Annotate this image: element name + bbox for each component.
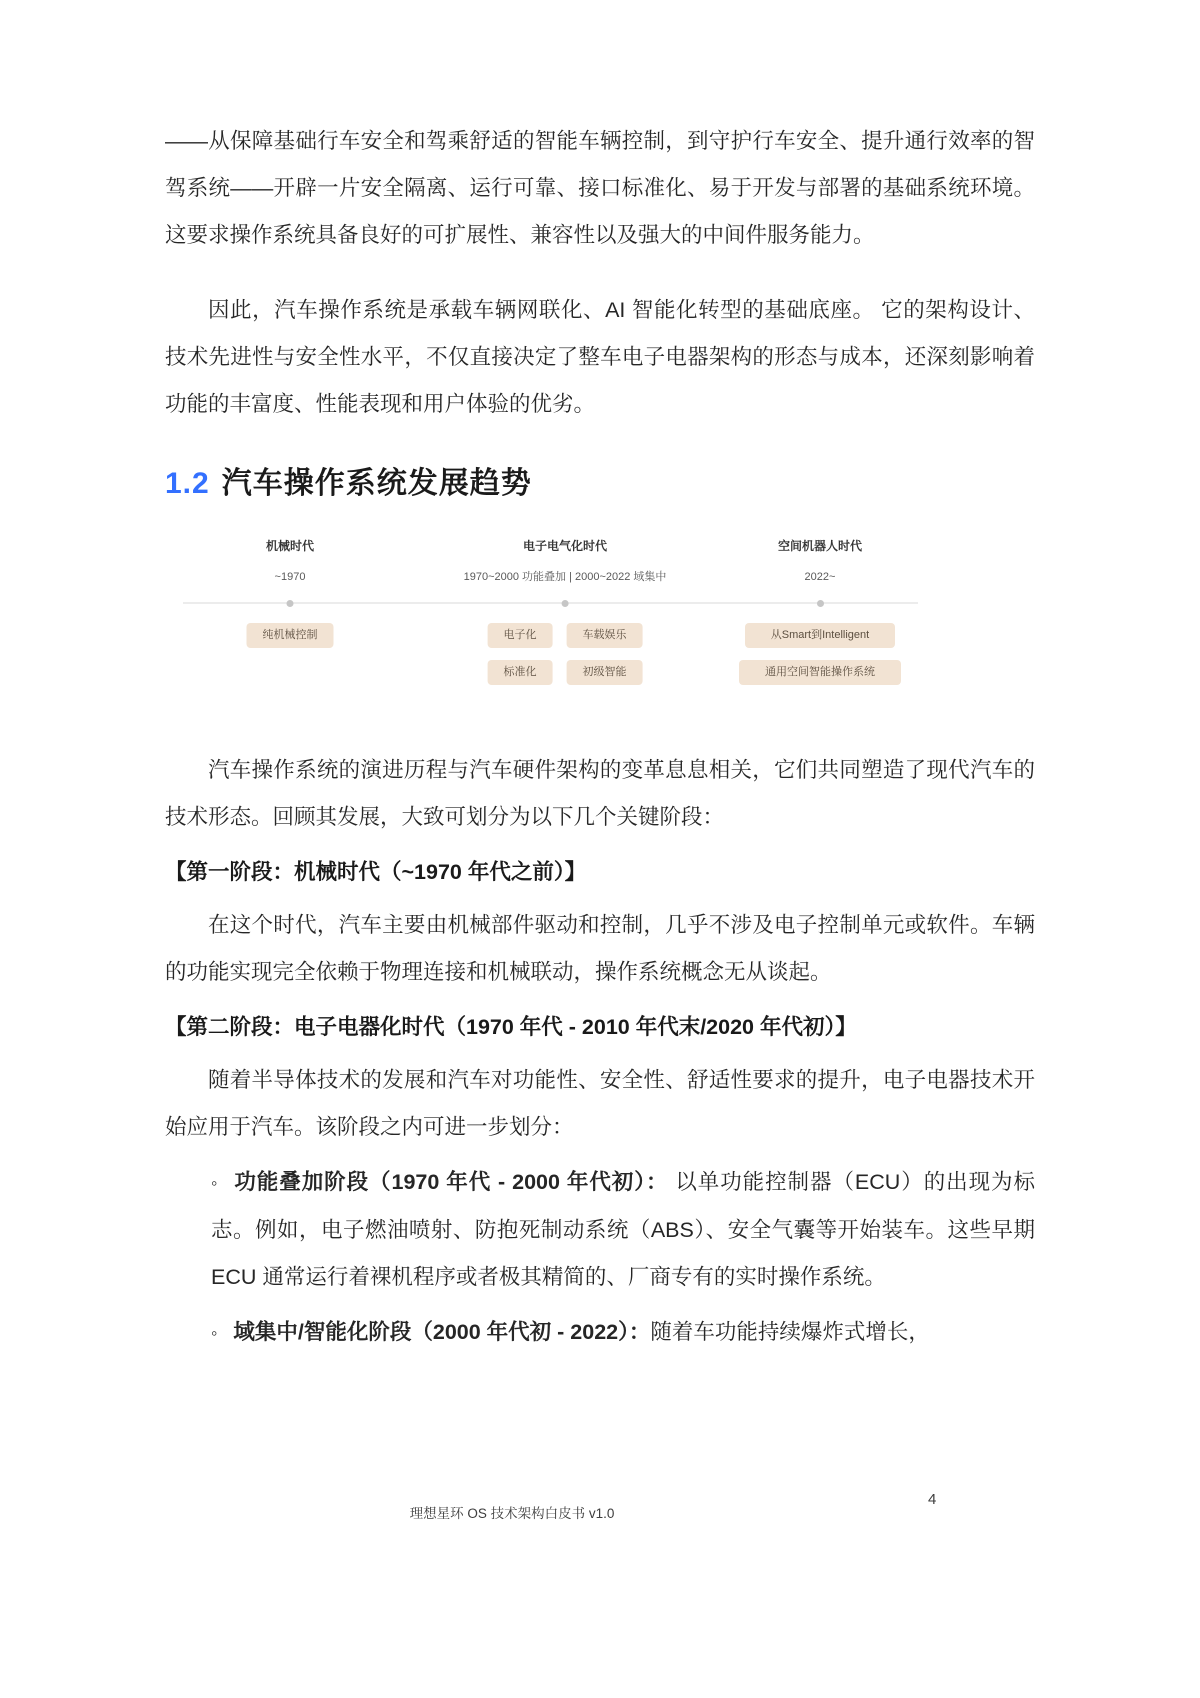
paragraph-stage1: 在这个时代，汽车主要由机械部件驱动和控制，几乎不涉及电子控制单元或软件。车辆的功能实现完全依赖于物理连接和机械联动，操作系统概念无从谈起。	[165, 913, 1035, 984]
list-item-function-stacking	[165, 1159, 1035, 1301]
timeline-tag: 纯机械控制	[247, 623, 334, 648]
tag-row	[739, 660, 901, 685]
timeline-tag: 初级智能	[567, 660, 643, 685]
timeline-dot	[287, 600, 294, 607]
tag-row	[745, 623, 895, 648]
era-title: 空间机器人时代	[777, 539, 862, 553]
tag-row	[247, 623, 334, 648]
bullet-marker: ◦	[211, 1173, 219, 1193]
list-item-domain-centralization	[165, 1309, 1035, 1357]
timeline-tag: 车载娱乐	[567, 623, 643, 648]
paragraph-intro: ——从保障基础行车安全和驾乘舒适的智能车辆控制，到守护行车安全、提升通行效率的智驾系统——开辟一片安全隔离、运行可靠、接口标准化、易于开发与部署的基础系统环境。这要求操作系统具备良好的可扩展性、兼容性以及强大的中间件服务能力。	[165, 129, 1035, 247]
timeline-era-mechanical	[247, 539, 334, 648]
era-title: 电子电气化时代	[522, 539, 607, 553]
timeline-era-spatial-robot	[739, 539, 901, 685]
timeline-diagram	[165, 539, 1035, 699]
tag-row	[488, 660, 643, 685]
bullet-lead: 功能叠加阶段（1970 年代 - 2000 年代初）：	[234, 1170, 669, 1194]
timeline-era-electronic	[464, 539, 667, 685]
bullet-lead: 域集中/智能化阶段（2000 年代初 - 2022）：	[233, 1320, 651, 1344]
stage1-heading: 【第一阶段：机械时代（~1970 年代之前）】	[165, 860, 587, 884]
bullet-marker: ◦	[211, 1323, 218, 1343]
bullet-text: 随着车功能持续爆炸式增长，	[650, 1320, 930, 1344]
stage2-heading: 【第二阶段：电子电器化时代（1970 年代 - 2010 年代末/2020 年代初）】	[165, 1015, 857, 1039]
section-number: 1.2	[165, 467, 210, 500]
page-number: 4	[928, 1491, 937, 1508]
paragraph-foundation: 因此，汽车操作系统是承载车辆网联化、AI 智能化转型的基础底座。 它的架构设计、技术先进性与安全性水平，不仅直接决定了整车电子电器架构的形态与成本，还深刻影响着功能的丰富度、性能表现和用户体验的优劣。	[165, 298, 1035, 416]
paragraph-evolution: 汽车操作系统的演进历程与汽车硬件架构的变革息息相关，它们共同塑造了现代汽车的技术形态。回顾其发展，大致可划分为以下几个关键阶段：	[165, 758, 1035, 829]
timeline-tag: 电子化	[488, 623, 553, 648]
era-period: 1970~2000 功能叠加 | 2000~2022 域集中	[463, 571, 667, 583]
timeline-dot	[817, 600, 824, 607]
paragraph-stage2: 随着半导体技术的发展和汽车对功能性、安全性、舒适性要求的提升，电子电器技术开始应用于汽车。该阶段之内可进一步划分：	[165, 1068, 1035, 1139]
section-title: 汽车操作系统发展趋势	[221, 467, 532, 500]
era-period: 2022~	[804, 571, 836, 583]
timeline-tag: 通用空间智能操作系统	[739, 660, 901, 685]
timeline-tag: 标准化	[488, 660, 553, 685]
timeline-tag: 从Smart到Intelligent	[745, 623, 895, 648]
bullet-text: 以单功能控制器（ECU）的出现为标志。例如，电子燃油喷射、防抱死制动系统（ABS）、安全气囊等开始装车。这些早期 ECU 通常运行着裸机程序或者极其精简的、厂商专有的实时操作系统。	[211, 1170, 1035, 1289]
timeline-dot	[562, 600, 569, 607]
tag-row	[488, 623, 643, 648]
footer-title: 理想星环 OS 技术架构白皮书 v1.0	[409, 1506, 615, 1521]
era-title: 机械时代	[265, 539, 314, 553]
section-heading	[165, 464, 1035, 503]
era-period: ~1970	[274, 571, 306, 583]
